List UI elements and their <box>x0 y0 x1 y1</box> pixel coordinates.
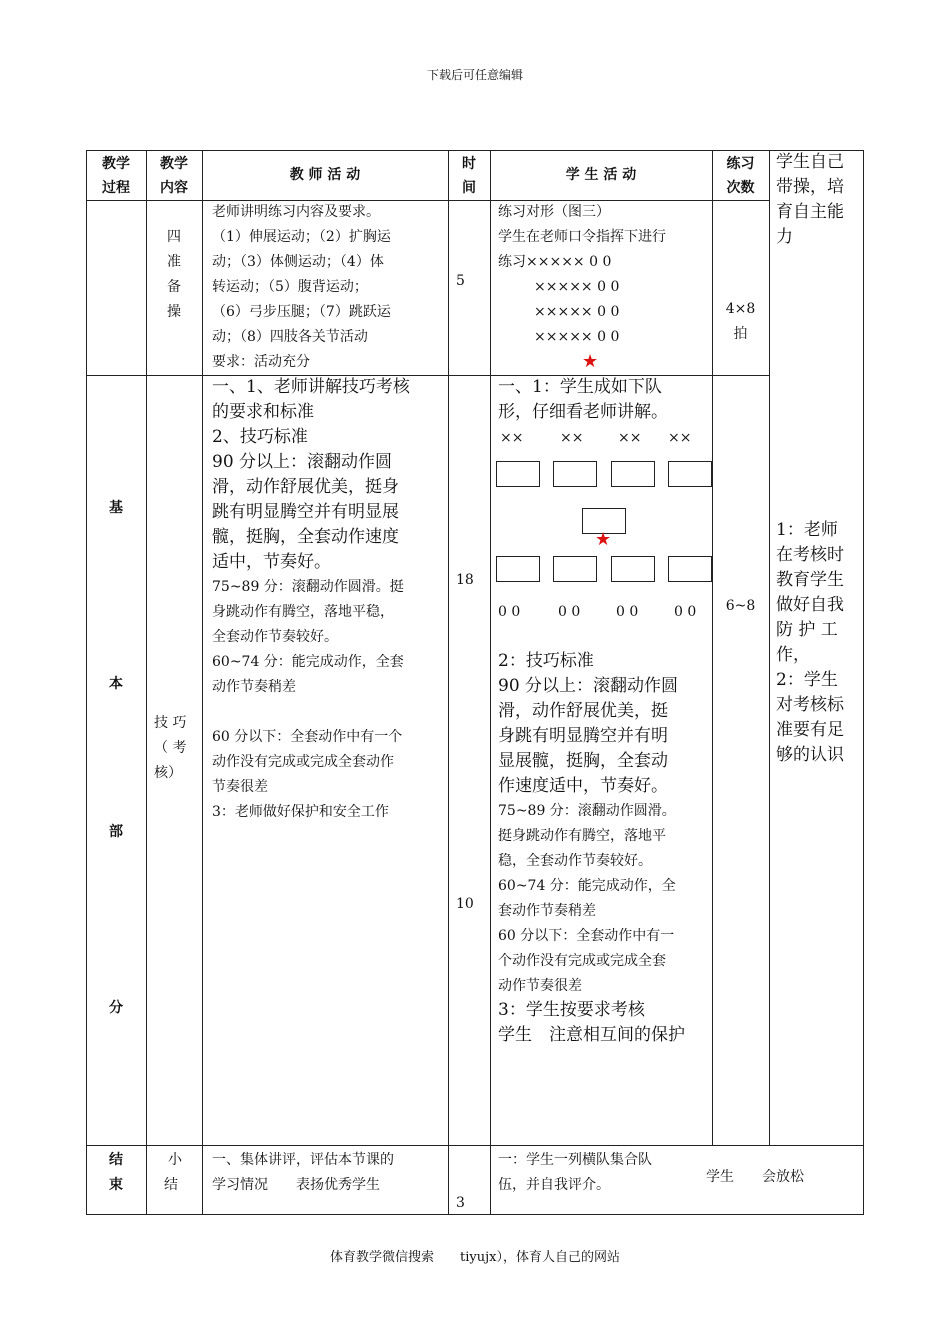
red-star-icon: ★ <box>582 351 599 372</box>
row3-teacher: 一、集体讲评，评估本节课的 学习情况 表扬优秀学生 <box>212 1152 394 1193</box>
row2-student-criteria: 2：技巧标准 90 分以上：滚翻动作圆 滑，动作舒展优美，挺 身跳有明显腾空并有明 显展髋，挺胸，全套动 作速度适中，节奏好。 <box>498 651 679 796</box>
row2-teacher-criteria: 一、1、老师讲解技巧考核 的要求和标准 2、技巧标准 90 分以上：滚翻动作圆 滑，动作舒展优美，挺身 跳有明显腾空并有明显展 髋，挺胸，全套动作速度 适中，节奏好。 <box>212 377 410 572</box>
row2-notes: 1：老师 在考核时 教育学生 做好自我 防 护 工 作， 2：学生 对考核标 准要有足 够的认识 <box>776 520 844 765</box>
row2-time-2: 10 <box>456 896 474 912</box>
row1-count: 4×8 拍 <box>725 301 756 342</box>
row1-time: 5 <box>456 273 465 289</box>
row1-teacher: 老师讲明练习内容及要求。 （1）伸展运动；（2）扩胸运 动；（3）体侧运动；（4）体 转运动；（5）腹背运动； （6）弓步压腿；（7）跳跃运 动；（8）四肢各关节活动 要求：活动充分 <box>212 204 391 370</box>
row3-student: 一：学生一列横队集合队 伍，并自我评介。 <box>498 1152 652 1193</box>
row2-process-3: 部 <box>109 824 123 840</box>
row2-count: 6~8 <box>725 598 756 614</box>
header-note: 下载后可任意编辑 <box>426 68 523 82</box>
row2-student-grades: 75~89 分：滚翻动作圆滑。 挺身跳动作有腾空，落地平 稳，全套动作节奏较好。 60~74 分：能完成动作，全 套动作节奏稍差 60 分以下：全套动作中有一 个动作没有完成或完成全套 动作节奏很差 <box>498 803 676 994</box>
row2-teacher-grades: 75~89 分：滚翻动作圆滑。挺 身跳动作有腾空，落地平稳， 全套动作节奏较好。 60~74 分：能完成动作，全套 动作节奏稍差 60 分以下：全套动作中有一个 动作没有完成或完成全套动作 节奏很差 3：老师做好保护和安全工作 <box>212 579 404 820</box>
row1-student: 练习对形（图三） 学生在老师口令指挥下进行 练习××××× 0 0 ××××× 0 0 ××××× 0 0 ××××× 0 0 <box>498 204 666 345</box>
header-count: 练习 次数 <box>726 156 755 196</box>
mat-box <box>668 556 712 582</box>
header-process: 教学 过程 <box>102 156 130 196</box>
row3-content: 小 结 <box>164 1152 182 1193</box>
row3-count-note: 学生 会放松 <box>706 1169 804 1185</box>
mat-box <box>496 461 540 487</box>
row2-process-1: 基 <box>109 500 123 516</box>
row3-process: 结 束 <box>109 1152 123 1193</box>
header-teacher: 教 师 活 动 <box>289 167 361 183</box>
red-star-icon: ★ <box>595 529 612 550</box>
mat-box <box>553 461 597 487</box>
row2-process-4: 分 <box>109 1000 123 1016</box>
row2-content: 技 巧 （ 考 核） <box>154 715 187 781</box>
row2-student-end: 3：学生按要求考核 学生 注意相互间的保护 <box>498 1000 685 1045</box>
mat-box <box>553 556 597 582</box>
notes-top: 学生自己 带操，培 育自主能 力 <box>776 152 844 247</box>
row2-student-intro: 一、1：学生成如下队 形，仔细看老师讲解。 <box>498 377 668 422</box>
mat-box <box>611 556 655 582</box>
header-student: 学 生 活 动 <box>565 167 637 183</box>
mat-box <box>611 461 655 487</box>
mat-box <box>668 461 712 487</box>
row1-content: 四 准 备 操 <box>167 229 181 320</box>
mat-box <box>496 556 540 582</box>
footer-note: 体育教学微信搜索 tiyujx），体育人自己的网站 <box>330 1250 620 1265</box>
row2-time-1: 18 <box>456 572 474 588</box>
header-content: 教学 内容 <box>160 156 188 196</box>
row3-time: 3 <box>456 1195 465 1211</box>
row2-process-2: 本 <box>109 676 123 692</box>
header-time: 时 间 <box>462 156 476 196</box>
